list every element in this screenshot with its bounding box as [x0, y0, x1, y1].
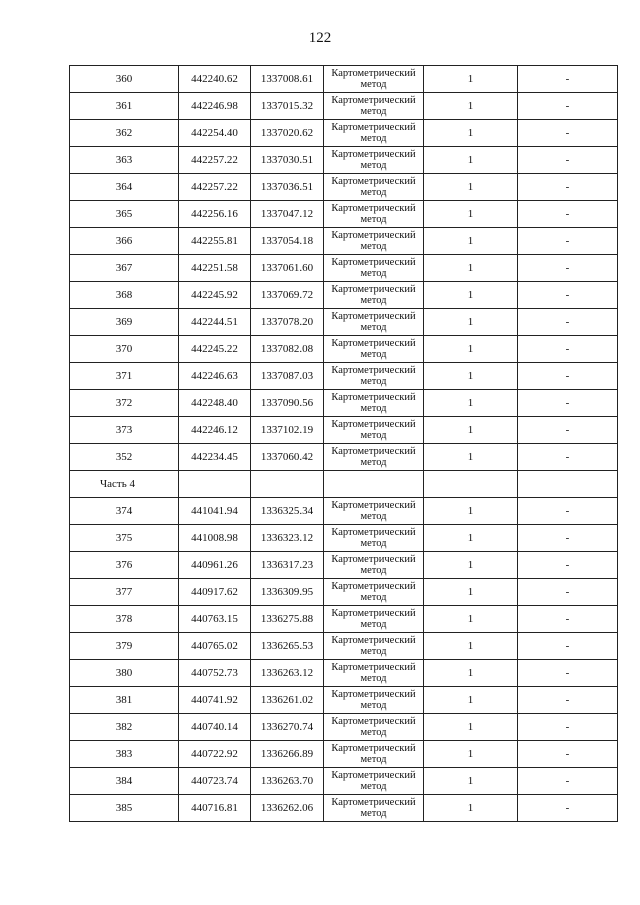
table-row [70, 120, 618, 147]
y-coordinate-cell: 1336309.95 [251, 579, 324, 606]
y-coordinate-cell: 1337015.32 [251, 93, 324, 120]
x-coordinate-cell: 442234.45 [179, 444, 251, 471]
y-coordinate-cell: 1336275.88 [251, 606, 324, 633]
point-number-cell: 374 [70, 498, 179, 525]
note-cell: - [518, 417, 618, 444]
method-cell: Картометрический метод [324, 444, 424, 471]
x-coordinate-cell: 442248.40 [179, 390, 251, 417]
accuracy-cell: 1 [424, 363, 518, 390]
x-coordinate-cell: 440716.81 [179, 795, 251, 822]
y-coordinate-cell: 1337047.12 [251, 201, 324, 228]
y-coordinate-cell: 1336261.02 [251, 687, 324, 714]
section-label: Часть 4 [70, 471, 179, 498]
y-coordinate-cell: 1337087.03 [251, 363, 324, 390]
note-cell: - [518, 336, 618, 363]
x-coordinate-cell: 442254.40 [179, 120, 251, 147]
table-row [70, 417, 618, 444]
table-row [70, 552, 618, 579]
accuracy-cell: 1 [424, 660, 518, 687]
y-coordinate-cell: 1337036.51 [251, 174, 324, 201]
accuracy-cell: 1 [424, 120, 518, 147]
point-number-cell: 364 [70, 174, 179, 201]
point-number-cell: 362 [70, 120, 179, 147]
point-number-cell: 384 [70, 768, 179, 795]
page-number: 122 [308, 30, 332, 46]
method-cell: Картометрический метод [324, 390, 424, 417]
method-cell: Картометрический метод [324, 660, 424, 687]
table-row [70, 147, 618, 174]
accuracy-cell: 1 [424, 768, 518, 795]
y-coordinate-cell: 1336270.74 [251, 714, 324, 741]
method-cell: Картометрический метод [324, 66, 424, 93]
accuracy-cell: 1 [424, 147, 518, 174]
point-number-cell: 380 [70, 660, 179, 687]
x-coordinate-cell: 442246.12 [179, 417, 251, 444]
point-number-cell: 365 [70, 201, 179, 228]
note-cell: - [518, 714, 618, 741]
method-cell: Картометрический метод [324, 363, 424, 390]
table-row [70, 525, 618, 552]
point-number-cell: 363 [70, 147, 179, 174]
empty-cell [424, 471, 518, 498]
method-cell: Картометрический метод [324, 579, 424, 606]
x-coordinate-cell: 440723.74 [179, 768, 251, 795]
empty-cell [179, 471, 251, 498]
note-cell: - [518, 255, 618, 282]
note-cell: - [518, 525, 618, 552]
section-row [70, 471, 618, 498]
y-coordinate-cell: 1336263.70 [251, 768, 324, 795]
table-row [70, 579, 618, 606]
accuracy-cell: 1 [424, 606, 518, 633]
y-coordinate-cell: 1337082.08 [251, 336, 324, 363]
table-row [70, 498, 618, 525]
table-row [70, 714, 618, 741]
note-cell: - [518, 174, 618, 201]
method-cell: Картометрический метод [324, 741, 424, 768]
method-cell: Картометрический метод [324, 147, 424, 174]
empty-cell [518, 471, 618, 498]
accuracy-cell: 1 [424, 795, 518, 822]
method-cell: Картометрический метод [324, 552, 424, 579]
accuracy-cell: 1 [424, 498, 518, 525]
method-cell: Картометрический метод [324, 417, 424, 444]
note-cell: - [518, 147, 618, 174]
table-row [70, 687, 618, 714]
y-coordinate-cell: 1336262.06 [251, 795, 324, 822]
point-number-cell: 376 [70, 552, 179, 579]
coordinates-table [69, 65, 618, 822]
note-cell: - [518, 444, 618, 471]
table-row [70, 282, 618, 309]
accuracy-cell: 1 [424, 282, 518, 309]
accuracy-cell: 1 [424, 552, 518, 579]
x-coordinate-cell: 440917.62 [179, 579, 251, 606]
x-coordinate-cell: 442257.22 [179, 147, 251, 174]
note-cell: - [518, 687, 618, 714]
x-coordinate-cell: 440961.26 [179, 552, 251, 579]
accuracy-cell: 1 [424, 714, 518, 741]
method-cell: Картометрический метод [324, 525, 424, 552]
y-coordinate-cell: 1337060.42 [251, 444, 324, 471]
method-cell: Картометрический метод [324, 201, 424, 228]
point-number-cell: 370 [70, 336, 179, 363]
y-coordinate-cell: 1336323.12 [251, 525, 324, 552]
note-cell: - [518, 120, 618, 147]
x-coordinate-cell: 440752.73 [179, 660, 251, 687]
accuracy-cell: 1 [424, 687, 518, 714]
accuracy-cell: 1 [424, 255, 518, 282]
point-number-cell: 352 [70, 444, 179, 471]
x-coordinate-cell: 440765.02 [179, 633, 251, 660]
method-cell: Картометрический метод [324, 93, 424, 120]
note-cell: - [518, 579, 618, 606]
x-coordinate-cell: 442244.51 [179, 309, 251, 336]
method-cell: Картометрический метод [324, 174, 424, 201]
method-cell: Картометрический метод [324, 336, 424, 363]
point-number-cell: 382 [70, 714, 179, 741]
method-cell: Картометрический метод [324, 282, 424, 309]
method-cell: Картометрический метод [324, 795, 424, 822]
accuracy-cell: 1 [424, 336, 518, 363]
point-number-cell: 369 [70, 309, 179, 336]
y-coordinate-cell: 1337102.19 [251, 417, 324, 444]
y-coordinate-cell: 1336325.34 [251, 498, 324, 525]
x-coordinate-cell: 441041.94 [179, 498, 251, 525]
empty-cell [324, 471, 424, 498]
accuracy-cell: 1 [424, 309, 518, 336]
table-row [70, 363, 618, 390]
accuracy-cell: 1 [424, 417, 518, 444]
point-number-cell: 367 [70, 255, 179, 282]
y-coordinate-cell: 1336317.23 [251, 552, 324, 579]
x-coordinate-cell: 442246.63 [179, 363, 251, 390]
point-number-cell: 372 [70, 390, 179, 417]
table-row [70, 336, 618, 363]
x-coordinate-cell: 442257.22 [179, 174, 251, 201]
point-number-cell: 385 [70, 795, 179, 822]
note-cell: - [518, 741, 618, 768]
y-coordinate-cell: 1337069.72 [251, 282, 324, 309]
accuracy-cell: 1 [424, 579, 518, 606]
method-cell: Картометрический метод [324, 768, 424, 795]
y-coordinate-cell: 1336265.53 [251, 633, 324, 660]
point-number-cell: 371 [70, 363, 179, 390]
x-coordinate-cell: 442255.81 [179, 228, 251, 255]
note-cell: - [518, 552, 618, 579]
note-cell: - [518, 390, 618, 417]
method-cell: Картометрический метод [324, 687, 424, 714]
point-number-cell: 383 [70, 741, 179, 768]
method-cell: Картометрический метод [324, 714, 424, 741]
point-number-cell: 360 [70, 66, 179, 93]
table-row [70, 660, 618, 687]
method-cell: Картометрический метод [324, 120, 424, 147]
accuracy-cell: 1 [424, 201, 518, 228]
method-cell: Картометрический метод [324, 633, 424, 660]
point-number-cell: 377 [70, 579, 179, 606]
table-row [70, 228, 618, 255]
y-coordinate-cell: 1337054.18 [251, 228, 324, 255]
note-cell: - [518, 660, 618, 687]
table-row [70, 444, 618, 471]
note-cell: - [518, 795, 618, 822]
y-coordinate-cell: 1336266.89 [251, 741, 324, 768]
table-row [70, 174, 618, 201]
x-coordinate-cell: 442245.22 [179, 336, 251, 363]
note-cell: - [518, 66, 618, 93]
y-coordinate-cell: 1337020.62 [251, 120, 324, 147]
table-row [70, 201, 618, 228]
method-cell: Картометрический метод [324, 255, 424, 282]
note-cell: - [518, 309, 618, 336]
table-row [70, 66, 618, 93]
point-number-cell: 361 [70, 93, 179, 120]
y-coordinate-cell: 1337078.20 [251, 309, 324, 336]
accuracy-cell: 1 [424, 93, 518, 120]
y-coordinate-cell: 1337061.60 [251, 255, 324, 282]
table-row [70, 93, 618, 120]
table-row [70, 309, 618, 336]
table-row [70, 255, 618, 282]
y-coordinate-cell: 1337090.56 [251, 390, 324, 417]
note-cell: - [518, 201, 618, 228]
coordinates-table-body [70, 66, 618, 822]
x-coordinate-cell: 442246.98 [179, 93, 251, 120]
point-number-cell: 375 [70, 525, 179, 552]
table-row [70, 795, 618, 822]
table-row [70, 741, 618, 768]
note-cell: - [518, 282, 618, 309]
accuracy-cell: 1 [424, 741, 518, 768]
accuracy-cell: 1 [424, 66, 518, 93]
x-coordinate-cell: 440763.15 [179, 606, 251, 633]
note-cell: - [518, 228, 618, 255]
note-cell: - [518, 93, 618, 120]
x-coordinate-cell: 440740.14 [179, 714, 251, 741]
point-number-cell: 378 [70, 606, 179, 633]
table-row [70, 633, 618, 660]
x-coordinate-cell: 442245.92 [179, 282, 251, 309]
accuracy-cell: 1 [424, 174, 518, 201]
point-number-cell: 381 [70, 687, 179, 714]
accuracy-cell: 1 [424, 390, 518, 417]
point-number-cell: 368 [70, 282, 179, 309]
x-coordinate-cell: 442251.58 [179, 255, 251, 282]
x-coordinate-cell: 442240.62 [179, 66, 251, 93]
x-coordinate-cell: 441008.98 [179, 525, 251, 552]
x-coordinate-cell: 440722.92 [179, 741, 251, 768]
note-cell: - [518, 768, 618, 795]
empty-cell [251, 471, 324, 498]
method-cell: Картометрический метод [324, 309, 424, 336]
y-coordinate-cell: 1337008.61 [251, 66, 324, 93]
method-cell: Картометрический метод [324, 606, 424, 633]
table-row [70, 768, 618, 795]
method-cell: Картометрический метод [324, 498, 424, 525]
y-coordinate-cell: 1337030.51 [251, 147, 324, 174]
accuracy-cell: 1 [424, 633, 518, 660]
point-number-cell: 366 [70, 228, 179, 255]
note-cell: - [518, 363, 618, 390]
accuracy-cell: 1 [424, 444, 518, 471]
table-row [70, 390, 618, 417]
x-coordinate-cell: 440741.92 [179, 687, 251, 714]
note-cell: - [518, 498, 618, 525]
point-number-cell: 373 [70, 417, 179, 444]
accuracy-cell: 1 [424, 525, 518, 552]
note-cell: - [518, 606, 618, 633]
accuracy-cell: 1 [424, 228, 518, 255]
method-cell: Картометрический метод [324, 228, 424, 255]
point-number-cell: 379 [70, 633, 179, 660]
x-coordinate-cell: 442256.16 [179, 201, 251, 228]
table-row [70, 606, 618, 633]
y-coordinate-cell: 1336263.12 [251, 660, 324, 687]
note-cell: - [518, 633, 618, 660]
